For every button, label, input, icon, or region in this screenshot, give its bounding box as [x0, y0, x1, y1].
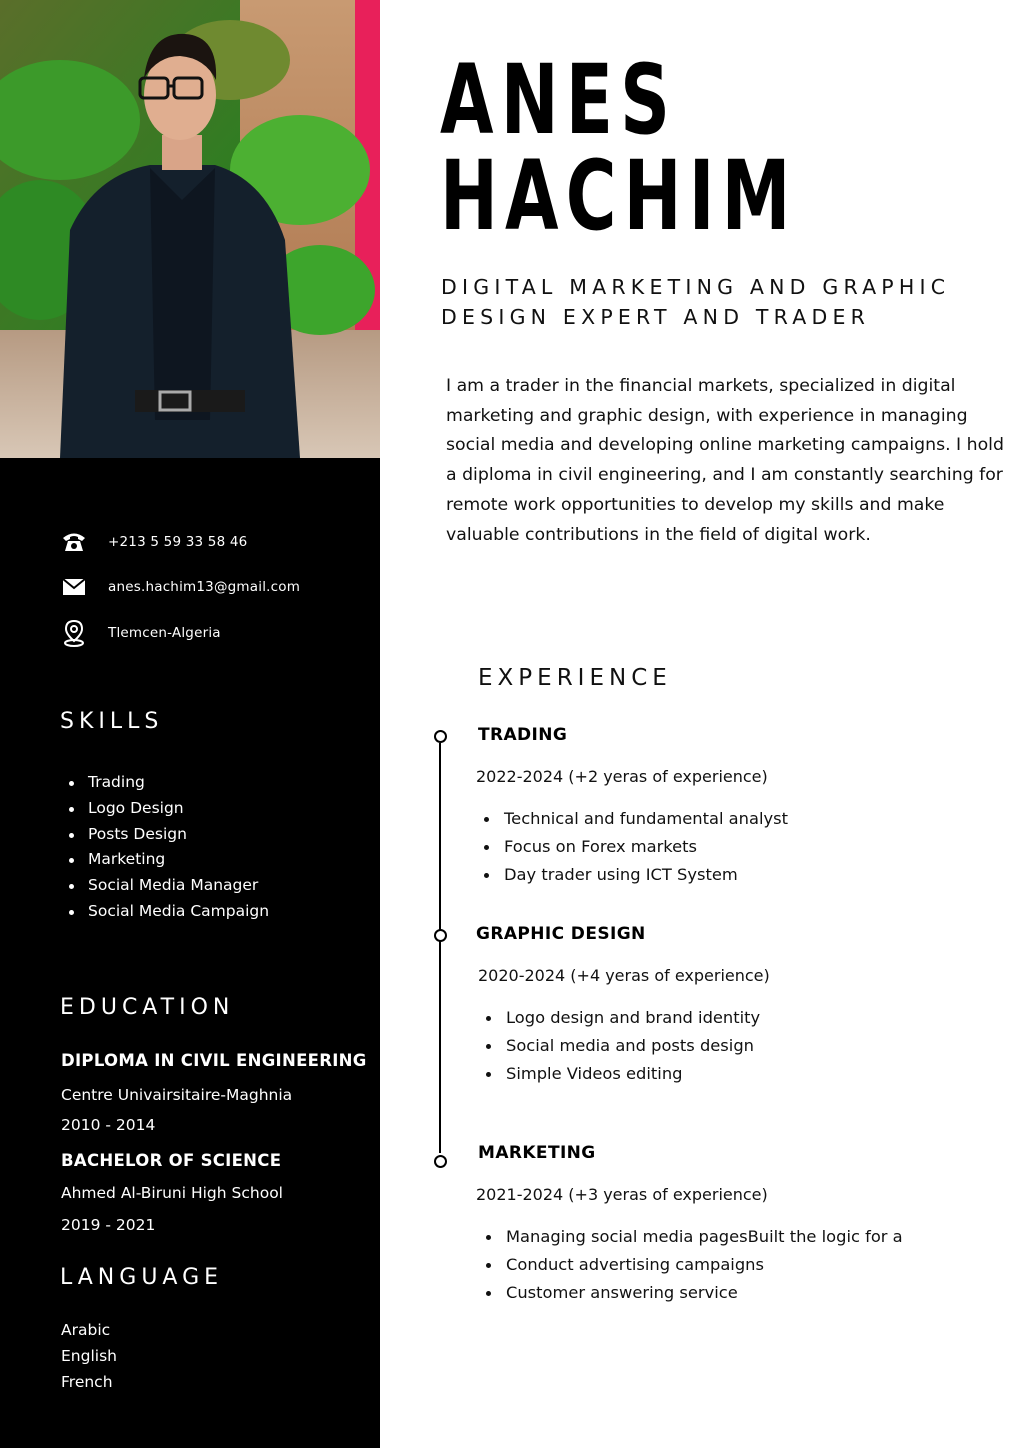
- job-point: Technical and fundamental analyst: [476, 805, 788, 833]
- phone-number: +213 5 59 33 58 46: [108, 534, 248, 550]
- skill-item: Marketing: [60, 847, 269, 873]
- job-title: TRADING: [478, 725, 568, 745]
- language-list: [61, 1318, 117, 1395]
- language-item: English: [61, 1346, 117, 1365]
- job-point: Focus on Forex markets: [476, 833, 788, 861]
- headline: [441, 272, 1011, 332]
- job-period: 2021-2024 (+3 yeras of experience): [476, 1185, 768, 1204]
- job-point: Conduct advertising campaigns: [478, 1251, 903, 1279]
- skill-item: Trading: [60, 770, 269, 796]
- education-title: DIPLOMA IN CIVIL ENGINEERING: [61, 1051, 367, 1070]
- education-school: Centre Univairsitaire-Maghnia: [61, 1086, 293, 1104]
- job-title: GRAPHIC DESIGN: [476, 924, 646, 944]
- headline-line: DESIGN EXPERT AND TRADER: [441, 305, 871, 329]
- telephone-icon: [60, 528, 88, 556]
- location-text: Tlemcen-Algeria: [108, 625, 221, 641]
- skill-item: Posts Design: [60, 822, 269, 848]
- envelope-icon: [60, 573, 88, 601]
- last-name: HACHIM: [440, 140, 798, 252]
- timeline-dot: [434, 730, 447, 743]
- education-heading: EDUCATION: [60, 995, 235, 1020]
- job-point: Simple Videos editing: [478, 1060, 760, 1088]
- full-name: [440, 44, 798, 252]
- education-years: 2019 - 2021: [61, 1216, 156, 1234]
- email-address: anes.hachim13@gmail.com: [108, 579, 301, 595]
- contact-location: [60, 619, 221, 647]
- education-years: 2010 - 2014: [61, 1116, 156, 1134]
- skills-heading: SKILLS: [60, 709, 164, 734]
- headline-line: DIGITAL MARKETING AND GRAPHIC: [441, 275, 951, 299]
- job-period: 2020-2024 (+4 yeras of experience): [478, 966, 770, 985]
- timeline-line: [439, 743, 441, 1153]
- job-points: [476, 805, 788, 889]
- contact-email: [60, 573, 300, 601]
- job-period: 2022-2024 (+2 yeras of experience): [476, 767, 768, 786]
- location-pin-icon: [60, 619, 88, 647]
- job-point: Managing social media pagesBuilt the logic for a: [478, 1223, 903, 1251]
- contact-phone: [60, 528, 247, 556]
- job-title: MARKETING: [478, 1143, 596, 1163]
- timeline-dot: [434, 1155, 447, 1168]
- job-point: Day trader using ICT System: [476, 861, 788, 889]
- job-points: [478, 1223, 903, 1307]
- timeline-dot: [434, 929, 447, 942]
- skill-item: Social Media Campaign: [60, 899, 269, 925]
- sidebar: [0, 0, 380, 1448]
- language-heading: LANGUAGE: [60, 1265, 224, 1290]
- language-item: French: [61, 1372, 113, 1391]
- education-title: BACHELOR OF SCIENCE: [61, 1151, 282, 1170]
- job-points: [478, 1004, 760, 1088]
- language-item: Arabic: [61, 1321, 111, 1339]
- education-school: Ahmed Al-Biruni High School: [61, 1184, 283, 1202]
- skills-list: [60, 770, 269, 925]
- skill-item: Social Media Manager: [60, 873, 269, 899]
- job-point: Customer answering service: [478, 1279, 903, 1307]
- job-point: Social media and posts design: [478, 1032, 760, 1060]
- profile-photo: [0, 0, 380, 458]
- experience-heading: EXPERIENCE: [478, 665, 672, 691]
- job-point: Logo design and brand identity: [478, 1004, 760, 1032]
- first-name: ANES: [440, 44, 678, 156]
- profile-summary: I am a trader in the financial markets, specialized in digital marketing and graphic design, with experience in managing social media and developing online marketing campaigns. I hold a diploma in civil engineering, and I am constantly searching for remote work opportunities to develop my skills and make valuable contributions in the field of digital work.: [446, 376, 1004, 545]
- skill-item: Logo Design: [60, 796, 269, 822]
